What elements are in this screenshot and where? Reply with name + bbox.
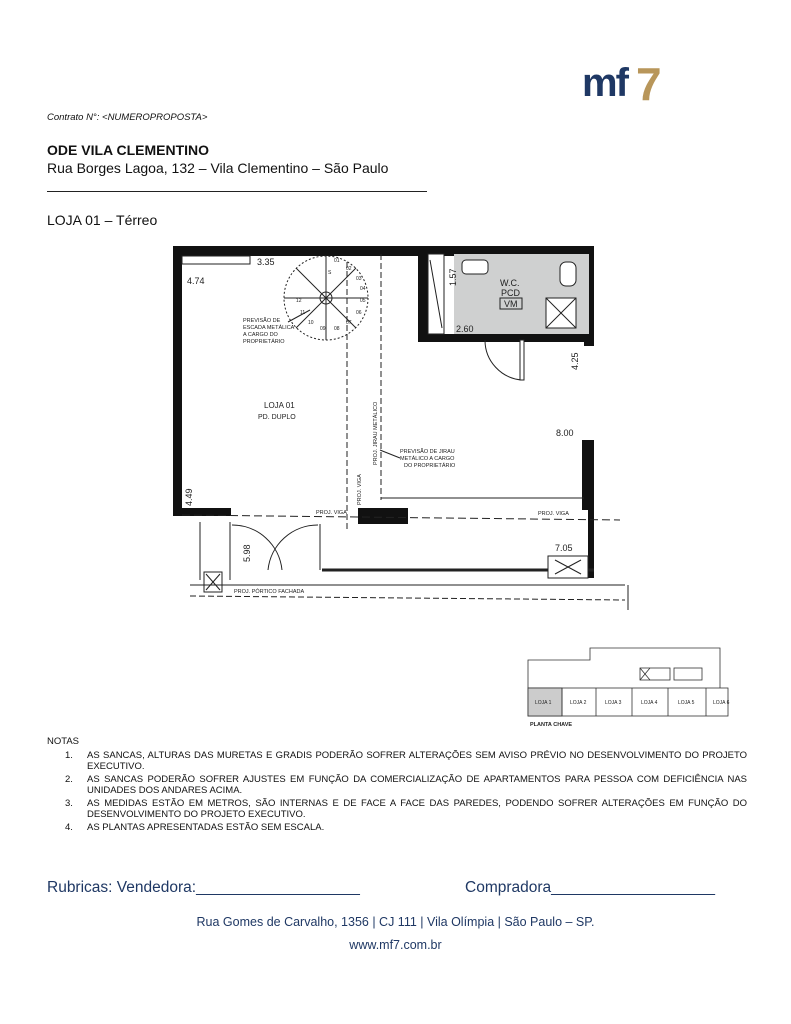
buyer-signature-line: Compradora___________________ [465, 879, 715, 896]
dim-5-98: 5.98 [242, 544, 252, 562]
dim-4-74: 4.74 [187, 276, 205, 286]
svg-text:7: 7 [636, 58, 662, 104]
seller-signature-line: Rubricas: Vendedora:___________________ [47, 879, 360, 896]
keyplan-store-5: LOJA 5 [678, 700, 695, 706]
room-subtitle: PD. DUPLO [258, 414, 296, 421]
project-title: ODE VILA CLEMENTINO [47, 142, 210, 158]
stair-start: S [328, 270, 332, 276]
proj-viga-left: PROJ. VIGA [316, 510, 347, 516]
stair-step-12: 12 [296, 298, 302, 304]
jirau-note-line-1: PREVISÃO DE JIRAU [400, 449, 455, 455]
floor-plan [160, 240, 640, 615]
dim-4-49: 4.49 [184, 488, 194, 506]
stair-step-09: 09 [320, 326, 326, 332]
jirau-note-line-3: DO PROPRIETÁRIO [404, 463, 456, 469]
dim-2-60: 2.60 [456, 324, 474, 334]
note-item: 3. AS MEDIDAS ESTÃO EM METROS, SÃO INTERNAS E DE FACE A FACE DAS PAREDES, PODENDO SOFRER ALTERAÇÕES EM FUNÇÃO DO DESENVOLVIMENTO DO PROJETO EXECUTIVO. [65, 798, 747, 820]
note-item: 4. AS PLANTAS APRESENTADAS ESTÃO SEM ESCALA. [65, 822, 325, 833]
proj-portico-label: PROJ. PÓRTICO FACHADA [234, 589, 305, 595]
notes-heading: NOTAS [47, 736, 80, 747]
unit-label: LOJA 01 – Térreo [47, 212, 158, 228]
stair-step-11: 11 [300, 310, 306, 316]
stair-note-line-3: A CARGO DO [243, 332, 278, 338]
stair-step-10: 10 [308, 320, 314, 326]
proj-jirau-label: PROJ. JIRAU METÁLICO [373, 401, 379, 465]
dim-7-05: 7.05 [555, 543, 573, 553]
stair-note-line-4: PROPRIETÁRIO [243, 339, 285, 345]
proj-viga-right: PROJ. VIGA [538, 511, 569, 517]
footer-website[interactable]: www.mf7.com.br [349, 938, 442, 952]
stair-step-08: 08 [334, 326, 340, 332]
dim-4-25: 4.25 [570, 352, 580, 370]
keyplan-store-3: LOJA 3 [605, 700, 622, 706]
footer-address: Rua Gomes de Carvalho, 1356 | CJ 111 | Vila Olímpia | São Paulo – SP. [196, 915, 595, 929]
project-address: Rua Borges Lagoa, 132 – Vila Clementino – São Paulo [47, 160, 389, 176]
divider [47, 191, 427, 192]
stair-note-line-2: ESCADA METÁLICA [243, 325, 295, 331]
dim-8-00: 8.00 [556, 428, 574, 438]
stair-step-05: 05 [360, 298, 366, 304]
stair-step-03: 03 [356, 276, 362, 282]
stair-step-04: 04 [360, 286, 366, 292]
stair-step-06: 06 [356, 310, 362, 316]
proj-viga-vertical: PROJ. VIGA [357, 474, 363, 505]
svg-text:mf: mf [582, 61, 627, 104]
dim-3-35: 3.35 [257, 257, 275, 267]
wc-vm-label: VM [504, 299, 518, 309]
jirau-note-line-2: METÁLICO A CARGO [400, 456, 455, 462]
key-plan [510, 630, 750, 732]
stair-note-line-1: PREVISÃO DE [243, 318, 281, 324]
note-item: 1. AS SANCAS, ALTURAS DAS MURETAS E GRADIS PODERÃO SOFRER ALTERAÇÕES SEM AVISO PRÉVIO NO DESENVOLVIMENTO DO PROJETO EXECUTIVO. [65, 750, 747, 772]
stair-step-02: 02 [346, 266, 352, 272]
contract-number: Contrato N°: <NUMEROPROPOSTA> [47, 112, 208, 123]
keyplan-store-2: LOJA 2 [570, 700, 587, 706]
stair-step-01: 01 [334, 258, 340, 264]
keyplan-store-6: LOJA 6 [713, 700, 730, 706]
keyplan-store-4: LOJA 4 [641, 700, 658, 706]
dim-1-57: 1.57 [448, 268, 458, 286]
wc-label: W.C. [500, 278, 520, 288]
keyplan-label: PLANTA CHAVE [530, 722, 573, 728]
notes-section [47, 736, 747, 835]
wc-pcd-label: PCD [501, 288, 521, 298]
mf7-logo [582, 58, 672, 104]
stair-step-07: 07 [346, 320, 352, 326]
note-item: 2. AS SANCAS PODERÃO SOFRER AJUSTES EM FUNÇÃO DA COMERCIALIZAÇÃO DE APARTAMENTOS PARA PESSOA COM DEFICIÊNCIA NAS UNIDADES DOS ANDARES ACIMA. [65, 774, 747, 796]
keyplan-store-1: LOJA 1 [535, 700, 552, 706]
room-name: LOJA 01 [264, 401, 295, 410]
